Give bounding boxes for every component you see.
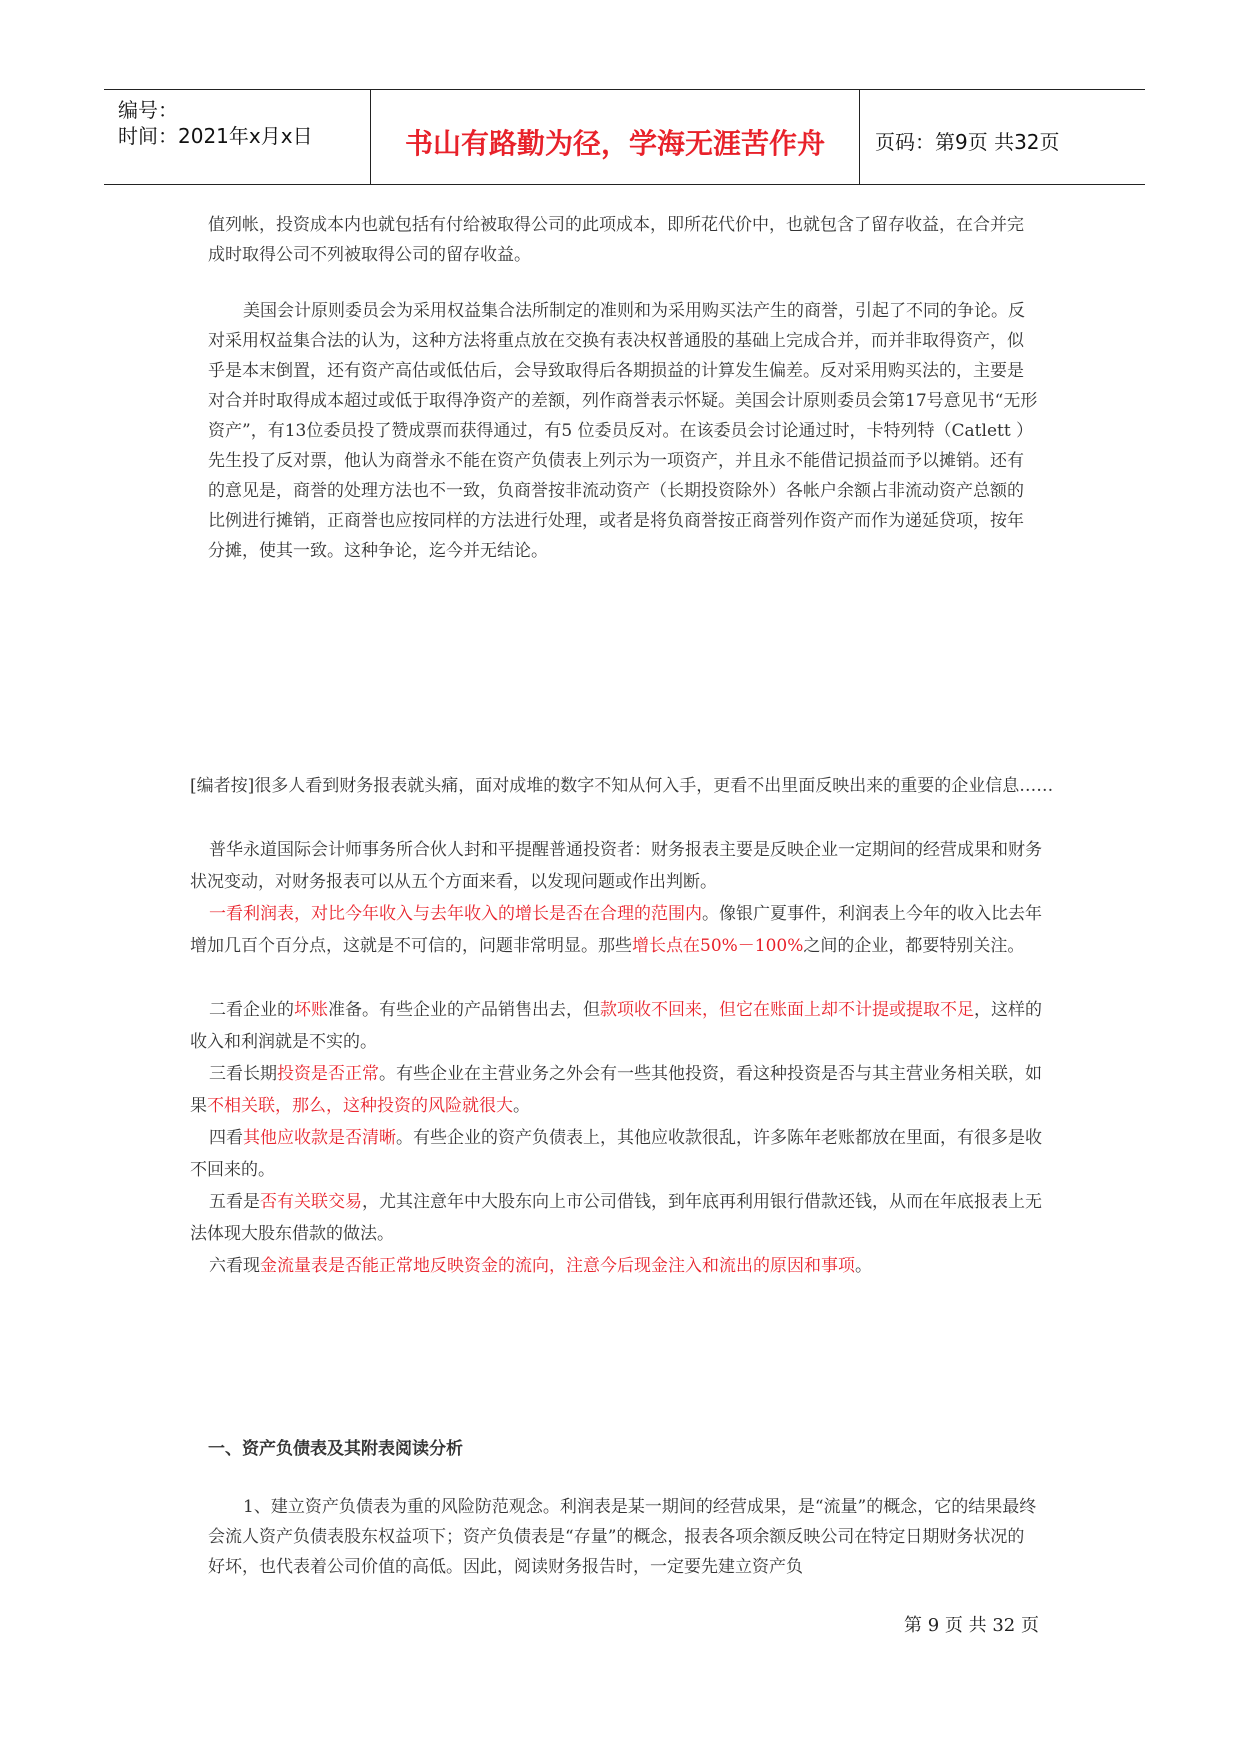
highlight-text: 一看利润表，对比今年收入与去年收入的增长是否在合理的范围内	[209, 904, 702, 924]
body-text: ，尤其注意年中大股东向上市公司借钱，到年底再利用银行借款还钱，从而在年底报表上无法体现大股东借款的做法。	[190, 1192, 1042, 1244]
list-item-long-term-investment	[190, 1058, 1055, 1122]
body-text: 六看现	[209, 1256, 260, 1276]
list-item-other-receivables	[190, 1122, 1055, 1186]
paragraph-goodwill-debate: 美国会计原则委员会为采用权益集合法所制定的准则和为采用购买法产生的商誉，引起了不同的争论。反对采用权益集合法的认为，这种方法将重点放在交换有表决权普通股的基础上完成合并，而并非取得资产，似乎是本末倒置，还有资产高估或低估后，会导致取得后各期损益的计算发生偏差。反对采用购买法的，主要是对合并时取得成本超过或低于取得净资产的差额，列作商誉表示怀疑。美国会计原则委员会第17号意见书“无形资产”，有13位委员投了赞成票而获得通过，有5 位委员反对。在该委员会讨论通过时，卡特列特（Catlett ）先生投了反对票，他认为商誉永不能在资产负债表上列示为一项资产，并且永不能借记损益而予以摊销。还有的意见是，商誉的处理方法也不一致，负商誉按非流动资产（长期投资除外）各帐户余额占非流动资产总额的比例进行摊销，正商誉也应按同样的方法进行处理，或者是将负商誉按正商誉列作资产而作为递延贷项，按年分摊，使其一致。这种争论，迄今并无结论。	[208, 301, 1038, 561]
highlight-text: 坏账	[294, 1000, 328, 1020]
highlight-text: 否有关联交易	[260, 1192, 362, 1212]
header-right-cell	[861, 90, 1145, 184]
highlight-text: 投资是否正常	[277, 1064, 379, 1084]
body-text: 五看是	[209, 1192, 260, 1212]
page-header	[104, 89, 1145, 185]
header-middle-cell	[371, 90, 860, 184]
section-heading: 一、资产负债表及其附表阅读分析	[208, 1439, 463, 1459]
body-text: 三看长期	[209, 1064, 277, 1084]
body-text: 。有些企业的资产负债表上，其他应收款很乱，许多陈年老账都放在里面，有很多是收不回来的。	[190, 1128, 1042, 1180]
highlight-text: 不相关联，那么，这种投资的风险就很大	[207, 1096, 513, 1116]
body-text: ，这样的收入和利润就是不实的。	[190, 1000, 1042, 1052]
body-text: 二看企业的	[209, 1000, 294, 1020]
page-footer: 第 9 页 共 32 页	[904, 1615, 1039, 1636]
paragraph-editor-note: [编者按]很多人看到财务报表就头痛，面对成堆的数字不知从何入手，更看不出里面反映出来的重要的企业信息……	[190, 776, 1054, 796]
list-item-bad-debt	[190, 994, 1055, 1058]
paragraph-retained-earnings: 值列帐，投资成本内也就包括有付给被取得公司的此项成本，即所花代价中，也就包含了留存收益，在合并完成时取得公司不列被取得公司的留存收益。	[208, 215, 1024, 265]
header-motto: 书山有路勤为径，学海无涯苦作舟	[404, 127, 825, 160]
highlight-text: 金流量表是否能正常地反映资金的流向，注意今后现金注入和流出的原因和事项	[260, 1256, 855, 1276]
paragraph-intro: 普华永道国际会计师事务所合伙人封和平提醒普通投资者：财务报表主要是反映企业一定期间的经营成果和财务状况变动，对财务报表可以从五个方面来看，以发现问题或作出判断。	[190, 840, 1042, 892]
header-page-label: 页码：第9页 共32页	[875, 130, 1060, 154]
body-text: 。像银广夏事件，利润表上今年的收入比去年增加几百个百分点，这就是不可信的，问题非常明显。那些	[190, 904, 1042, 956]
body-text: 。有些企业在主营业务之外会有一些其他投资，看这种投资是否与其主营业务相关联，如果	[190, 1064, 1042, 1116]
header-left-cell	[104, 90, 371, 184]
list-item-related-transactions	[190, 1186, 1055, 1250]
highlight-text: 增长点在50%－100%	[632, 936, 804, 956]
body-text: 。	[513, 1096, 530, 1116]
body-text: 之间的企业，都要特别关注。	[803, 936, 1025, 956]
header-time-label: 时间：2021年x月x日	[118, 124, 313, 148]
paragraph-balance-sheet: 1、建立资产负债表为重的风险防范观念。利润表是某一期间的经营成果，是“流量”的概念，它的结果最终会流人资产负债表股东权益项下；资产负债表是“存量”的概念，报表各项余额反映公司在特定日期财务状况的好坏，也代表着公司价值的高低。因此，阅读财务报告时，一定要先建立资产负	[208, 1497, 1037, 1577]
list-item-income-statement	[190, 898, 1055, 962]
body-text: 准备。有些企业的产品销售出去，但	[328, 1000, 600, 1020]
highlight-text: 其他应收款是否清晰	[243, 1128, 396, 1148]
highlight-text: 款项收不回来，但它在账面上却不计提或提取不足	[600, 1000, 974, 1020]
body-text: 。	[855, 1256, 872, 1276]
body-text: 四看	[209, 1128, 243, 1148]
header-number-label: 编号：	[118, 98, 178, 122]
list-item-cash-flow	[190, 1250, 1055, 1282]
